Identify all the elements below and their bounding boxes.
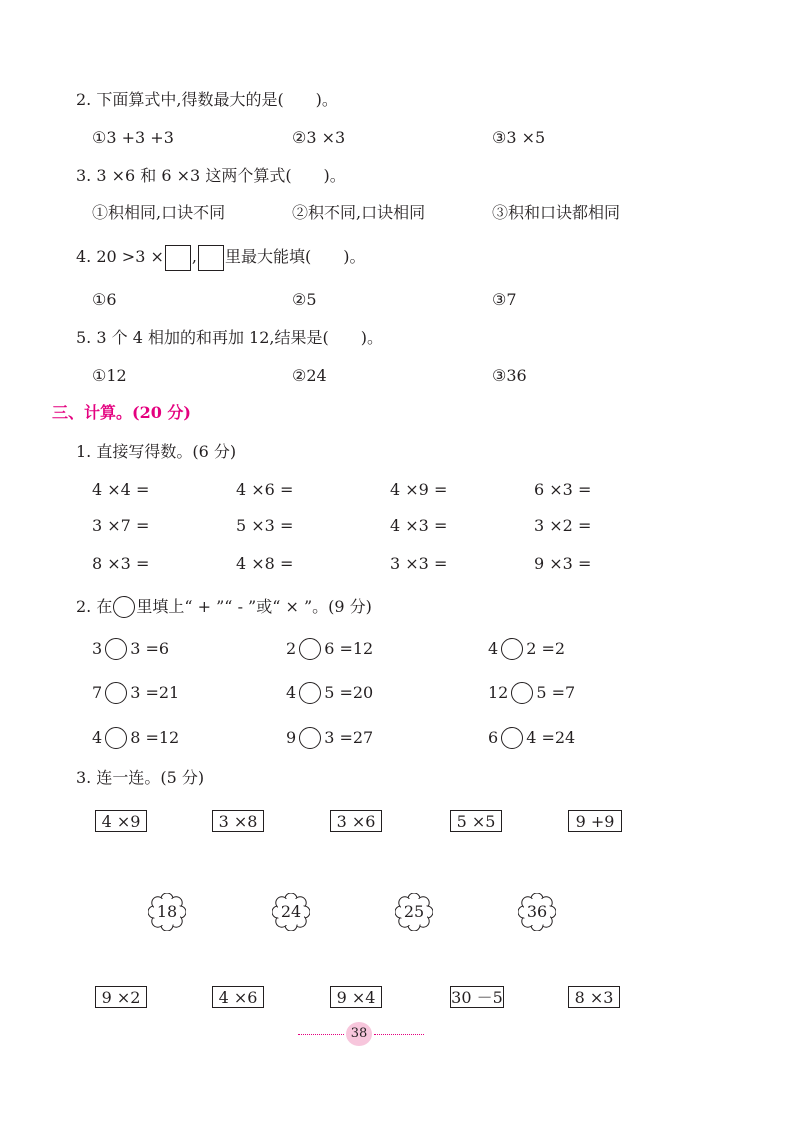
question-4-stem-end: 里最大能填( )。 — [224, 247, 366, 266]
question-4-stem-mid: , — [191, 247, 197, 266]
expression-box-bottom[interactable]: 8 ×3 — [568, 986, 620, 1008]
question-4-stem — [76, 244, 365, 271]
operator-circle[interactable] — [105, 682, 127, 704]
footer-divider-left — [298, 1034, 344, 1035]
calc-1-item: 4 ×3 = — [390, 516, 448, 535]
left-operand: 6 — [488, 728, 499, 747]
answer-box[interactable] — [198, 245, 224, 271]
operator-circle[interactable] — [501, 727, 523, 749]
left-operand: 4 — [286, 683, 297, 702]
calc-1-item: 5 ×3 = — [236, 516, 294, 535]
question-3-option-3[interactable]: ③积和口诀都相同 — [492, 203, 621, 222]
left-operand: 2 — [286, 639, 297, 658]
calc-1-item: 4 ×8 = — [236, 554, 294, 573]
operator-circle[interactable] — [299, 727, 321, 749]
question-3-option-1[interactable]: ①积相同,口诀不同 — [92, 203, 226, 222]
calc-2-title — [76, 596, 372, 619]
right-part: 6 =12 — [324, 639, 374, 658]
question-4-stem-start: 4. 20 >3 × — [76, 247, 164, 266]
expression-box-top[interactable]: 3 ×8 — [212, 810, 264, 832]
expression-box-top[interactable]: 5 ×5 — [450, 810, 502, 832]
calc-1-item: 3 ×2 = — [534, 516, 592, 535]
calc-1-item: 4 ×4 = — [92, 480, 150, 499]
right-part: 2 =2 — [526, 639, 566, 658]
calc-1-item: 9 ×3 = — [534, 554, 592, 573]
right-part: 3 =6 — [130, 639, 170, 658]
operator-circle[interactable] — [299, 682, 321, 704]
footer-divider-right — [374, 1034, 424, 1035]
operator-circle[interactable] — [105, 727, 127, 749]
question-5-option-3[interactable]: ③36 — [492, 366, 527, 385]
calc-2-item — [488, 638, 565, 661]
right-part: 5 =7 — [536, 683, 576, 702]
flower-number: 18 — [156, 902, 178, 921]
question-2-option-2[interactable]: ②3 ×3 — [292, 128, 346, 147]
calc-2-item — [92, 682, 179, 705]
calc-1-item: 4 ×6 = — [236, 480, 294, 499]
question-5-option-1[interactable]: ①12 — [92, 366, 127, 385]
right-part: 5 =20 — [324, 683, 374, 702]
calc-1-item: 8 ×3 = — [92, 554, 150, 573]
flower-number: 36 — [526, 902, 548, 921]
left-operand: 9 — [286, 728, 297, 747]
expression-box-top[interactable]: 9 +9 — [568, 810, 622, 832]
calc-2-item — [488, 727, 575, 750]
calc-2-item — [286, 682, 373, 705]
question-5-stem: 5. 3 个 4 相加的和再加 12,结果是( )。 — [76, 328, 383, 347]
left-operand: 4 — [92, 728, 103, 747]
question-4-option-3[interactable]: ③7 — [492, 290, 517, 309]
question-2-stem: 2. 下面算式中,得数最大的是( )。 — [76, 90, 338, 109]
calc-2-title-start: 2. 在 — [76, 597, 113, 616]
flower-number-node[interactable] — [518, 893, 556, 931]
circle-icon — [113, 596, 135, 618]
calc-1-item: 4 ×9 = — [390, 480, 448, 499]
calc-3-title: 3. 连一连。(5 分) — [76, 768, 205, 787]
right-part: 3 =21 — [130, 683, 180, 702]
flower-number-node[interactable] — [272, 893, 310, 931]
expression-box-bottom[interactable]: 4 ×6 — [212, 986, 264, 1008]
right-part: 3 =27 — [324, 728, 374, 747]
flower-number: 25 — [403, 902, 425, 921]
calc-2-item — [286, 727, 373, 750]
page-number: 38 — [346, 1022, 372, 1046]
calc-1-item: 3 ×7 = — [92, 516, 150, 535]
calc-1-item: 3 ×3 = — [390, 554, 448, 573]
flower-number-node[interactable] — [148, 893, 186, 931]
expression-box-bottom[interactable]: 30 －5 — [451, 988, 503, 1007]
right-part: 8 =12 — [130, 728, 180, 747]
calc-1-title: 1. 直接写得数。(6 分) — [76, 442, 237, 461]
calc-2-item — [92, 727, 179, 750]
flower-number-node[interactable] — [395, 893, 433, 931]
expression-box-top[interactable]: 4 ×9 — [95, 810, 147, 832]
left-operand: 3 — [92, 639, 103, 658]
operator-circle[interactable] — [105, 638, 127, 660]
calc-1-item: 6 ×3 = — [534, 480, 592, 499]
question-3-stem: 3. 3 ×6 和 6 ×3 这两个算式( )。 — [76, 166, 346, 185]
operator-circle[interactable] — [299, 638, 321, 660]
flower-number: 24 — [280, 902, 302, 921]
calc-2-item — [286, 638, 373, 661]
expression-box-bottom[interactable]: 9 ×4 — [330, 986, 382, 1008]
expression-box-bottom[interactable]: 9 ×2 — [95, 986, 147, 1008]
section-3-heading: 三、计算。(20 分) — [52, 403, 191, 422]
question-4-option-2[interactable]: ②5 — [292, 290, 317, 309]
operator-circle[interactable] — [501, 638, 523, 660]
calc-2-title-end: 里填上“ + ”“ - ”或“ × ”。(9 分) — [136, 597, 372, 616]
calc-2-item — [92, 638, 169, 661]
question-4-option-1[interactable]: ①6 — [92, 290, 117, 309]
right-part: 4 =24 — [526, 728, 576, 747]
calc-2-item — [488, 682, 575, 705]
left-operand: 4 — [488, 639, 499, 658]
operator-circle[interactable] — [511, 682, 533, 704]
question-3-option-2[interactable]: ②积不同,口诀相同 — [292, 203, 426, 222]
question-5-option-2[interactable]: ②24 — [292, 366, 327, 385]
left-operand: 7 — [92, 683, 103, 702]
question-2-option-3[interactable]: ③3 ×5 — [492, 128, 546, 147]
question-2-option-1[interactable]: ①3 +3 +3 — [92, 128, 174, 147]
expression-box-top[interactable]: 3 ×6 — [330, 810, 382, 832]
left-operand: 12 — [488, 683, 509, 702]
answer-box[interactable] — [165, 245, 191, 271]
